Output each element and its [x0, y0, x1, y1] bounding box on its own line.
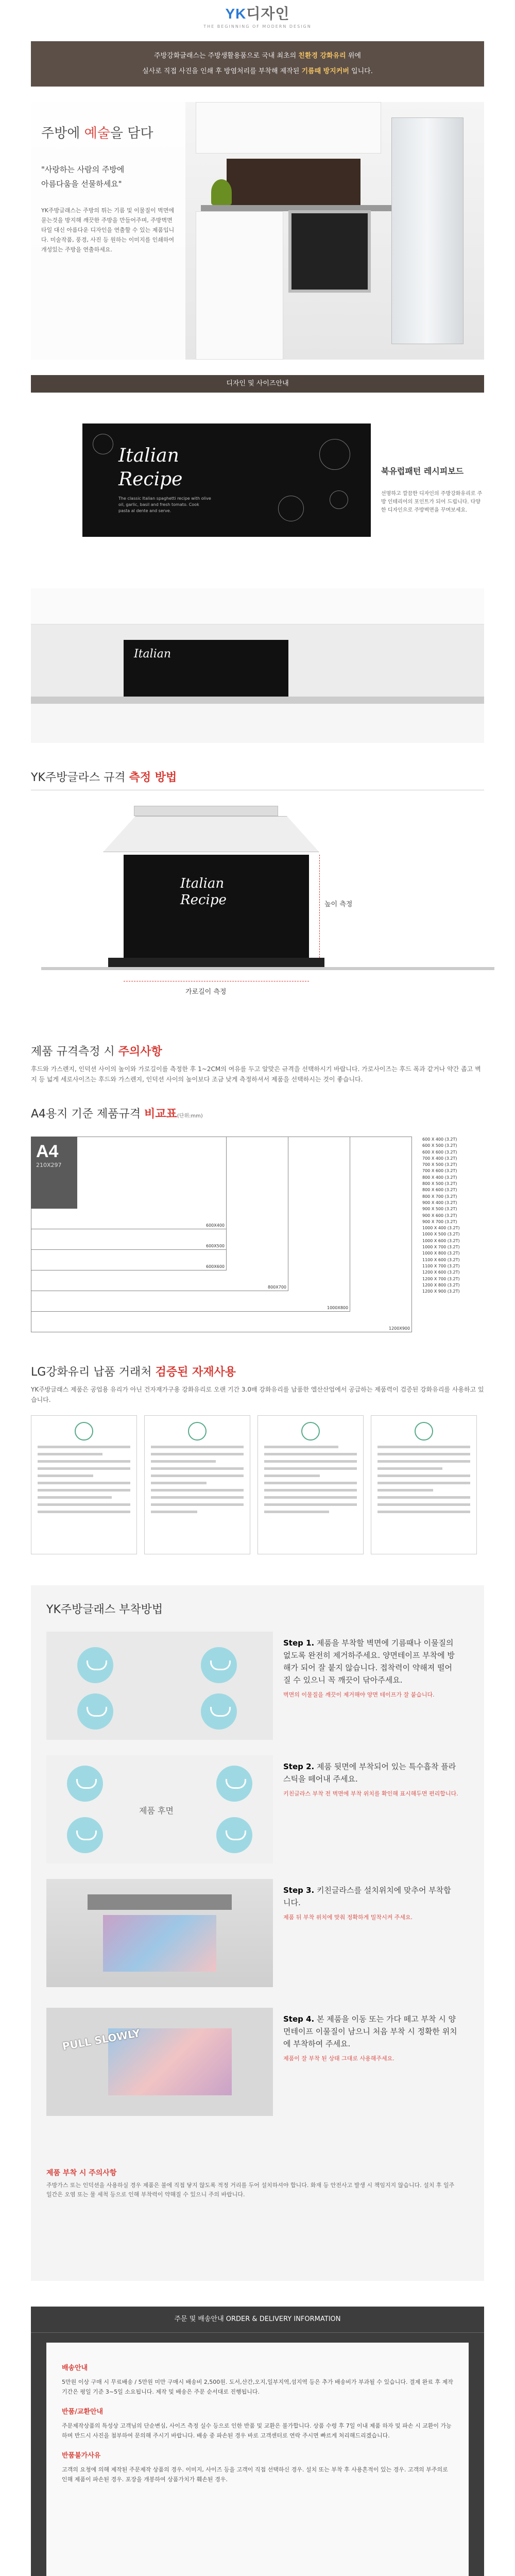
- step4-title: [283, 2013, 458, 2050]
- size-list-item: 1200 X 700 (3.2T): [422, 1276, 460, 1281]
- shipping-heading: 배송안내: [62, 2364, 88, 2372]
- logo[interactable]: [225, 3, 289, 23]
- install-section: [31, 1585, 484, 2281]
- suction-cup-icon: [201, 1647, 237, 1683]
- shipping-box: [46, 2343, 469, 2576]
- rect-label: 600X500: [206, 1244, 225, 1248]
- sizechart-unit: (단위:mm): [177, 1113, 203, 1119]
- suction-cup-icon: [216, 1817, 252, 1853]
- measure-heading-pre: YK주방글라스 규격: [31, 771, 129, 784]
- step2-warning: 키친글라스 부착 전 벽면에 부착 위치를 확인해 표시해두면 편리합니다.: [283, 1790, 458, 1797]
- oven: [288, 210, 371, 293]
- hero-title-post: 을 담다: [110, 126, 153, 141]
- intro-line1-post: 위에: [346, 52, 361, 60]
- size-list-item: 1000 X 500 (3.2T): [422, 1232, 460, 1237]
- suction-cup-icon: [77, 1647, 113, 1683]
- size-list-item: 1000 X 400 (3.2T): [422, 1226, 460, 1231]
- step3-image: [46, 1879, 273, 1987]
- seal-icon: [188, 1422, 207, 1440]
- notice-title: [31, 1043, 484, 1059]
- seal-icon: [75, 1422, 93, 1440]
- install-note-title: 제품 부착 시 주의사항: [46, 2169, 117, 2177]
- lg-title-pre: LG강화유리 납품 거래처: [31, 1366, 156, 1379]
- install-title: YK주방글래스 부착방법: [46, 1603, 163, 1616]
- size-list-item: 700 X 600 (3.2T): [422, 1168, 457, 1174]
- hero-quote: [41, 162, 175, 191]
- step1-title: [283, 1637, 458, 1686]
- step3-warning: 제품 뒤 부착 위치에 맞춰 정확하게 밀착시켜 주세요.: [283, 1914, 413, 1921]
- logo-en: YK: [225, 5, 247, 22]
- countertop: [41, 967, 494, 970]
- no-return-text: 고객의 요청에 의해 제작된 주문제작 상품의 경우. 이미지, 사이즈 등을 고객이 직접 선택하신 경우. 설치 또는 부착 후 사용흔적이 있는 경우. 고객의 부주의로 인해 제품이 파손된 경우. 포장을 개봉하여 상품가치가 훼손된 경우.: [62, 2466, 448, 2483]
- pull-slowly-label: PULL SLOWLY: [61, 2026, 141, 2053]
- measure-board: [124, 855, 309, 958]
- step4-description: 본 제품을 이동 또는 가다 떼고 부착 시 양면테이프 이물질이 남으니 처음 부착 시 정확한 위치에 부착하여 주세요.: [283, 2014, 457, 2048]
- hood-duct: [134, 806, 278, 816]
- size-list-item: 1200 X 900 (3.2T): [422, 1289, 460, 1294]
- notice-title-red: 주의사항: [118, 1045, 162, 1058]
- notice-text: 후드와 가스렌지, 인덕션 사이의 높이와 가로길이를 측정한 후 1~2CM의 여유를 두고 알맞은 규격을 선택하시기 바랍니다. 가로사이즈는 후드 폭과 같거나 약간 좁고 벽지 등 넓게 세로사이즈는 후드와 가스렌지, 인덕션 사이의 높이보다 조금 낮게 측정하셔서 제품을 선택하시는 것이 좋습니다.: [31, 1065, 481, 1083]
- suction-cup-icon: [67, 1766, 103, 1802]
- intro-bar: [31, 41, 484, 87]
- certificate-document[interactable]: [31, 1415, 137, 1554]
- range-hood: [88, 1894, 232, 1910]
- header: [0, 0, 515, 31]
- shipping-title: 주문 및 배송안내 ORDER & DELIVERY INFORMATION: [31, 2307, 484, 2333]
- recipe-info: [381, 465, 484, 515]
- return-heading: 반품/교환안내: [62, 2408, 104, 2416]
- step3-text: [283, 1884, 458, 1922]
- size-list-item: 900 X 400 (3.2T): [422, 1200, 457, 1205]
- step4-image: [46, 2008, 273, 2116]
- lg-text: YK주방글래스 제품은 공업용 유리가 아닌 건자재가구용 강화유리로 오랜 기간 3.0배 강화유리를 납품한 엘산산업에서 공급하는 제품력이 검증된 강화유리를 사용하고 있습니다.: [31, 1386, 484, 1403]
- cooktop: [108, 958, 324, 967]
- suction-cup-icon: [77, 1693, 113, 1730]
- size-comparison-chart: [31, 1137, 484, 1343]
- lg-title: [31, 1363, 484, 1379]
- a4-label: A4: [36, 1142, 59, 1161]
- seal-icon: [415, 1422, 433, 1440]
- hero-title-red: 예술: [84, 126, 110, 141]
- backsplash-glass: [227, 159, 360, 205]
- size-list-item: 1000 X 800 (3.2T): [422, 1251, 460, 1256]
- size-list-item: 700 X 500 (3.2T): [422, 1162, 457, 1167]
- measure-board-line1: Italian: [180, 876, 225, 891]
- step3-description: 키친글라스를 설치위치에 맞추어 부착합니다.: [283, 1886, 451, 1907]
- upper-cabinet: [31, 588, 484, 624]
- step1-number: Step 1.: [283, 1638, 315, 1648]
- return-text: 주문제작상품의 특성상 고객님의 단순변심, 사이즈 측정 실수 등으로 인한 반품 및 교환은 불가합니다. 상품 수령 후 7일 이내 제품 하자 및 파손 시 교환이 가능하며 반드시 사진을 첨부하여 문의해 주시기 바랍니다. 배송 중 파손된 경우 바로 고객센터로 연락 주시면 빠르게 처리해드리겠습니다.: [62, 2422, 452, 2439]
- size-list-item: 1200 X 800 (3.2T): [422, 1282, 460, 1287]
- certificates: [31, 1415, 484, 1554]
- hero-text-panel: [31, 102, 185, 360]
- installed-board-text: Italian: [134, 648, 171, 660]
- size-list-item: 900 X 500 (3.2T): [422, 1207, 457, 1212]
- certificate-document[interactable]: [144, 1415, 250, 1554]
- intro-line1-highlight: 친환경 강화유리: [298, 52, 346, 60]
- shipping-text: 5만원 이상 구매 시 무료배송 / 5만원 미만 구매시 배송비 2,500원. 도서,산간,오지,일부지역,섬지역 등은 추가 배송비가 부과될 수 있습니다. 결제 완료 후 제작 기간은 평일 기준 3~5일 소요됩니다. 제작 및 배송은 주문 순서대로 진행됩니다.: [62, 2379, 453, 2395]
- logo-tagline: THE BEGINNING OF MODERN DESIGN: [203, 24, 312, 29]
- measure-heading-red: 측정 방법: [129, 771, 177, 784]
- height-label: 높이 측정: [324, 901, 353, 908]
- intro-line-2: [41, 64, 474, 79]
- size-list-item: 800 X 700 (3.2T): [422, 1194, 457, 1199]
- step3-title: [283, 1884, 458, 1909]
- sizechart-title-red: 비교표: [144, 1108, 177, 1121]
- rect-label: 1200X900: [389, 1326, 410, 1331]
- no-return-heading: 반품불가사유: [62, 2452, 101, 2460]
- size-list-item: 1200 X 600 (3.2T): [422, 1270, 460, 1275]
- glass-panel: [103, 1915, 216, 1972]
- hero-quote-line1: "사랑하는 사람의 주방에: [41, 165, 125, 174]
- recipe-info-title: 북유럽패턴 레시피보드: [381, 466, 464, 476]
- width-label: 가로길이 측정: [185, 988, 227, 996]
- size-list: [422, 1137, 460, 1295]
- step4-number: Step 4.: [283, 2014, 315, 2024]
- install-note: [46, 2167, 458, 2199]
- size-list-item: 1000 X 600 (3.2T): [422, 1238, 460, 1243]
- size-list-item: 800 X 600 (3.2T): [422, 1188, 457, 1193]
- installed-kitchen-image: [31, 588, 484, 743]
- intro-line2-pre: 실사로 직접 사진을 인쇄 후 방염처리를 부착해 제작된: [142, 67, 302, 75]
- recipe-info-description: 선명하고 깔끔한 디자인의 주방강화유리로 주방 인테리어의 포인트가 되어 드립니다. 다양한 디자인으로 주방벽면을 꾸며보세요.: [381, 491, 483, 513]
- size-list-item: 600 X 600 (3.2T): [422, 1149, 457, 1155]
- recipe-section: [31, 413, 484, 568]
- recipe-title-line1: Italian: [118, 445, 179, 466]
- hero-description: YK주방글래스는 주방의 튀는 기름 및 이물질이 벽면에 묻는것을 방지해 깨끗한 주방을 만들어주며, 주방벽면 타일 대신 아름다운 디자인을 연출할 수 있는 제품입니다. 미술작품, 풍경, 사진 등 원하는 이미지를 인쇄하여 개성있는 주방을 연출하세요.: [41, 207, 175, 253]
- size-list-item: 900 X 700 (3.2T): [422, 1219, 457, 1224]
- recipe-board-image: [82, 423, 371, 537]
- size-list-item: 1000 X 700 (3.2T): [422, 1245, 460, 1250]
- lower-cabinet: [31, 704, 484, 743]
- upper-cabinet: [196, 102, 381, 154]
- size-list-item: 800 X 500 (3.2T): [422, 1181, 457, 1187]
- step2-number: Step 2.: [283, 1762, 315, 1771]
- recipe-board-title: [118, 444, 182, 492]
- measure-board-line2: Recipe: [180, 892, 227, 908]
- rect-label: 600X400: [206, 1223, 225, 1228]
- sizechart-heading: [31, 1105, 484, 1126]
- hero-title: [41, 123, 175, 142]
- size-list-item: 1100 X 600 (3.2T): [422, 1257, 460, 1262]
- doodle-icon: [278, 496, 304, 521]
- recipe-small-text: The classic Italian spaghetti recipe with olive oil, garlic, basil and fresh tomato. Cook pasta al dente and serve.: [118, 496, 211, 513]
- step2-text: [283, 1760, 458, 1799]
- hero-kitchen-image: [31, 102, 484, 360]
- install-step-1: [46, 1632, 458, 1745]
- lower-cabinet: [196, 211, 283, 360]
- suction-cup-icon: [67, 1817, 103, 1853]
- install-step-3: [46, 1879, 458, 1992]
- step4-warning: 제품이 잘 부착 된 상태 그대로 사용해주세요.: [283, 2055, 394, 2062]
- intro-line2-highlight: 기름때 방지커버: [301, 67, 349, 75]
- rect-label: 1000X800: [327, 1306, 349, 1310]
- size-list-item: 700 X 400 (3.2T): [422, 1156, 457, 1161]
- step3-number: Step 3.: [283, 1886, 315, 1895]
- step1-text: [283, 1637, 458, 1700]
- size-list-item: 1100 X 700 (3.2T): [422, 1263, 460, 1268]
- a4-paper-box: [31, 1137, 77, 1209]
- section-bar-design: 디자인 및 사이즈안내: [31, 375, 484, 393]
- install-step-4: [46, 2008, 458, 2121]
- size-list-item: 600 X 500 (3.2T): [422, 1143, 457, 1148]
- size-list-item: 800 X 400 (3.2T): [422, 1175, 457, 1180]
- step2-title: [283, 1760, 458, 1785]
- intro-line1-pre: 주방강화글래스는 주방생활용품으로 국내 최초의: [154, 52, 299, 60]
- certificate-document[interactable]: [258, 1415, 364, 1554]
- install-note-text: 주방가스 또는 인덕션을 사용하실 경우 제품은 불에 직접 닿지 않도록 적정 거리를 두어 설치하셔야 합니다. 화재 등 안전사고 발생 시 책임지지 않습니다. 설치 후 일주일간은 오염 또는 물 세척 등으로 인해 부착력이 약해질 수 있으니 주의 바랍니다.: [46, 2182, 455, 2198]
- rect-label: 800X700: [268, 1285, 287, 1290]
- recipe-title-line2: Recipe: [118, 469, 183, 490]
- suction-cup-icon: [201, 1693, 237, 1730]
- doodle-icon: [319, 439, 350, 470]
- step2-description: 제품 뒷면에 부착되어 있는 특수흡착 플라스틱을 떼어내 주세요.: [283, 1762, 456, 1784]
- sizechart-title-pre: A4용지 기준 제품규격: [31, 1108, 145, 1121]
- size-list-item: 600 X 400 (3.2T): [422, 1137, 457, 1142]
- step1-warning: 벽면의 이물질을 깨끗이 제거해야 양면 테이프가 잘 붙습니다.: [283, 1691, 435, 1698]
- notice-title-pre: 제품 규격측정 시: [31, 1045, 118, 1058]
- hero-quote-line2: 아름다움을 선물하세요": [41, 179, 122, 189]
- intro-line2-post: 입니다.: [349, 67, 373, 75]
- rect-label: 600X600: [206, 1264, 225, 1269]
- hero-title-pre: 주방에: [41, 126, 84, 141]
- shipping-section: [31, 2307, 484, 2576]
- lg-title-red: 검증된 자재사용: [155, 1366, 236, 1379]
- intro-line-1: [41, 48, 474, 64]
- seal-icon: [301, 1422, 320, 1440]
- step2-image: [46, 1755, 273, 1863]
- certificate-document[interactable]: [371, 1415, 477, 1554]
- doodle-icon: [330, 490, 348, 509]
- step1-description: 제품을 부착할 벽면에 기름때나 이물질의 없도록 완전히 제거하주세요. 양면테이프 부착에 방해가 되어 잘 붙지 않습니다. 접착력이 약해져 떨어질 수 있으니 꼭 깨끗이 닦아주세요.: [283, 1638, 455, 1685]
- refrigerator: [391, 117, 464, 344]
- step4-text: [283, 2013, 458, 2063]
- measure-diagram: [31, 801, 484, 1022]
- plant-decoration: [211, 179, 232, 205]
- install-step-2: [46, 1755, 458, 1869]
- step1-image: [46, 1632, 273, 1740]
- size-list-item: 900 X 600 (3.2T): [422, 1213, 457, 1218]
- measure-heading: [31, 769, 484, 790]
- product-back-label: 제품 후면: [139, 1806, 174, 1816]
- measure-board-text: [180, 875, 227, 908]
- countertop: [31, 697, 484, 704]
- range-hood: [103, 816, 319, 852]
- doodle-icon: [93, 434, 113, 454]
- height-dimension-line: [319, 855, 320, 958]
- logo-ko: 디자인: [246, 5, 290, 22]
- a4-size: 210X297: [36, 1162, 62, 1168]
- suction-cup-icon: [216, 1766, 252, 1802]
